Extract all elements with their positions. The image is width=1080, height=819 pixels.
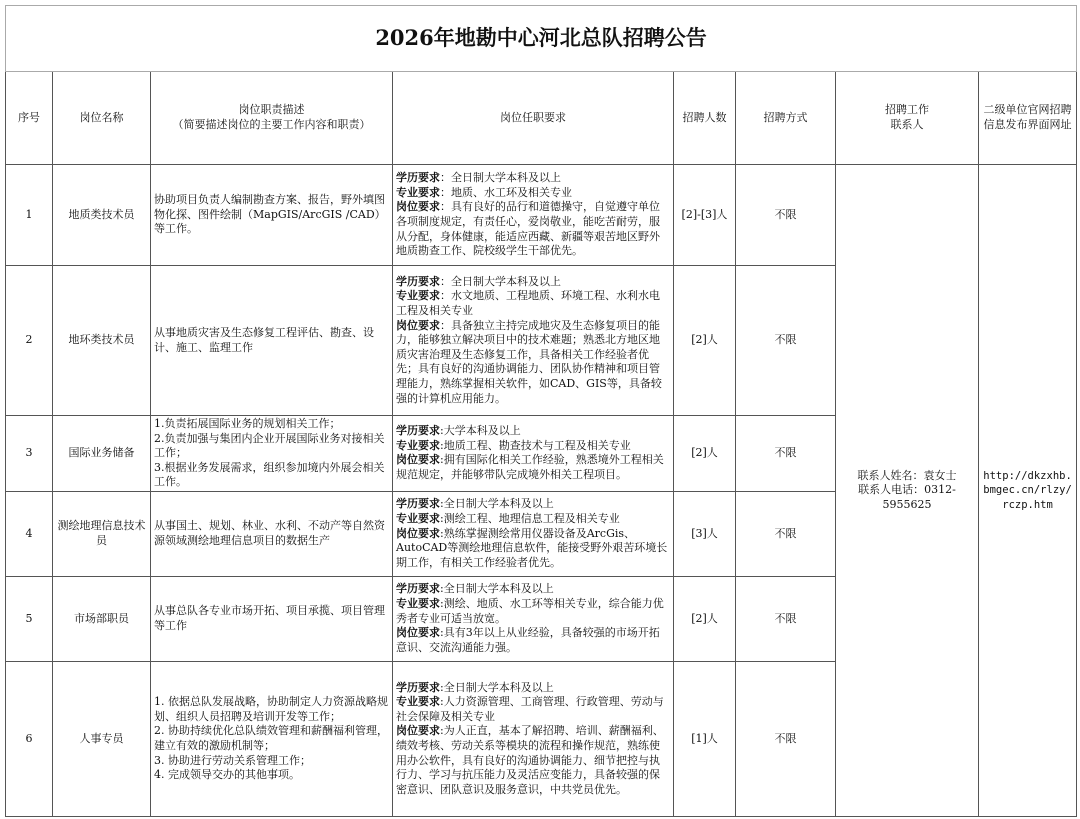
description-line: 从事国土、规划、林业、水利、不动产等自然资源领域测绘地理信息项目的数据生产 xyxy=(154,519,385,547)
hire-method: 不限 xyxy=(736,266,836,416)
contact-name: 联系人姓名：袁女士 xyxy=(857,468,957,482)
requirement-text: :熟练掌握测绘常用仪器设备及ArcGis、AutoCAD等测绘地理信息软件，能接受野外艰苦环境长期工作，有相关工作经验者优先。 xyxy=(396,526,668,569)
contact-cell xyxy=(836,165,979,817)
requirement-label: 专业要求 xyxy=(396,512,440,526)
requirement-text: ：全日制大学本科及以上 xyxy=(440,274,561,288)
description-line: 从事地质灾害及生态修复工程评估、勘查、设计、施工、监理工作 xyxy=(154,325,374,354)
table-row xyxy=(6,165,1077,266)
requirement-line xyxy=(396,289,670,318)
row-number: 4 xyxy=(6,491,53,576)
requirement-text: ：全日制大学本科及以上 xyxy=(440,171,561,185)
header-method: 招聘方式 xyxy=(736,72,836,165)
requirement-text: :拥有国际化相关工作经验，熟悉境外工程相关规范规定，并能够带队完成境外相关工程项目。 xyxy=(396,453,664,482)
requirement-text: :大学本科及以上 xyxy=(440,424,521,438)
hire-method: 不限 xyxy=(736,576,836,661)
requirement-line xyxy=(396,200,670,258)
hire-count: [2]-[3]人 xyxy=(674,165,736,266)
position-name: 测绘地理信息技术员 xyxy=(53,491,151,576)
requirement-text: :全日制大学本科及以上 xyxy=(440,582,554,596)
header-url: 二级单位官网招聘信息发布界面网址 xyxy=(979,72,1077,165)
position-name: 人事专员 xyxy=(53,661,151,816)
contact-phone: 联系人电话：0312-5955625 xyxy=(858,483,956,511)
requirement-label: 专业要求 xyxy=(396,695,440,709)
requirement-label: 学历要求 xyxy=(396,680,440,694)
hire-count: [1]人 xyxy=(674,661,736,816)
header-description xyxy=(151,72,393,165)
header-desc-sub: （简要描述岗位的主要工作内容和职责） xyxy=(172,118,371,131)
description-line: 1.负责拓展国际业务的规划相关工作； xyxy=(154,417,341,430)
requirement-label: 专业要求 xyxy=(396,289,440,303)
requirement-text: :测绘工程、地理信息工程及相关专业 xyxy=(440,512,620,526)
description-line: 3.根据业务发展需求，组织参加境内外展会相关工作。 xyxy=(154,460,385,489)
requirement-line xyxy=(396,319,670,407)
requirement-label: 岗位要求 xyxy=(396,724,440,738)
recruitment-table xyxy=(5,5,1077,817)
requirement-label: 专业要求 xyxy=(396,185,440,199)
position-description xyxy=(151,661,393,816)
row-number: 5 xyxy=(6,576,53,661)
requirement-label: 学历要求 xyxy=(396,497,440,511)
position-requirements xyxy=(393,165,674,266)
recruitment-url-link[interactable]: http://dkzxhb.bmgec.cn/rlzy/rczp.htm xyxy=(979,165,1077,817)
requirement-line xyxy=(396,582,670,597)
position-description xyxy=(151,266,393,416)
description-line: 4. 完成领导交办的其他事项。 xyxy=(154,768,300,782)
position-name: 地质类技术员 xyxy=(53,165,151,266)
requirement-label: 学历要求 xyxy=(396,171,440,185)
position-requirements xyxy=(393,491,674,576)
requirement-label: 岗位要求 xyxy=(396,626,440,640)
row-number: 1 xyxy=(6,165,53,266)
requirement-line xyxy=(396,171,670,186)
requirement-text: :地质工程、勘查技术与工程及相关专业 xyxy=(440,438,631,452)
position-requirements xyxy=(393,661,674,816)
position-requirements xyxy=(393,416,674,492)
requirement-text: ：具备独立主持完成地灾及生态修复项目的能力，能够独立解决项目中的技术难题；熟悉北方地区地质灾害治理及生态修复工作，具备相关工作经验者优先；具有良好的沟通协调能力、团队协作精神和项目管理能力，熟练掌握相关软件，如CAD、GIS等，具备较强的计算机应用能力。 xyxy=(396,318,662,405)
requirement-label: 岗位要求 xyxy=(396,453,440,467)
requirement-label: 岗位要求 xyxy=(396,200,440,214)
hire-method: 不限 xyxy=(736,661,836,816)
requirement-line xyxy=(396,275,670,290)
position-name: 国际业务储备 xyxy=(53,416,151,492)
page-title: 2026年地勘中心河北总队招聘公告 xyxy=(6,6,1077,72)
requirement-text: ：具有良好的品行和道德操守，自觉遵守单位各项制度规定，有责任心，爱岗敬业，能吃苦耐劳，服从分配，身体健康，能适应西藏、新疆等艰苦地区野外地质勘查工作、院校级学生干部优先。 xyxy=(396,200,660,258)
requirement-label: 专业要求 xyxy=(396,597,440,611)
position-requirements xyxy=(393,576,674,661)
header-position: 岗位名称 xyxy=(53,72,151,165)
requirement-line xyxy=(396,724,670,797)
position-description xyxy=(151,576,393,661)
requirement-text: ：水文地质、工程地质、环境工程、水利水电工程及相关专业 xyxy=(396,289,660,318)
requirement-line xyxy=(396,626,670,655)
requirement-line xyxy=(396,424,670,439)
row-number: 6 xyxy=(6,661,53,816)
header-count: 招聘人数 xyxy=(674,72,736,165)
requirement-line xyxy=(396,439,670,454)
position-name: 地环类技术员 xyxy=(53,266,151,416)
hire-method: 不限 xyxy=(736,165,836,266)
header-contact xyxy=(836,72,979,165)
position-description xyxy=(151,165,393,266)
header-row xyxy=(6,72,1077,165)
requirement-label: 岗位要求 xyxy=(396,318,440,332)
hire-count: [2]人 xyxy=(674,576,736,661)
requirement-line xyxy=(396,453,670,482)
requirement-label: 学历要求 xyxy=(396,582,440,596)
position-requirements xyxy=(393,266,674,416)
requirement-line xyxy=(396,527,670,571)
requirement-text: :测绘、地质、水工环等相关专业，综合能力优秀者专业可适当放宽。 xyxy=(396,597,664,625)
requirement-line xyxy=(396,497,670,512)
header-contact-l1: 招聘工作 xyxy=(885,103,929,117)
header-requirements: 岗位任职要求 xyxy=(393,72,674,165)
requirement-label: 专业要求 xyxy=(396,438,440,452)
hire-method: 不限 xyxy=(736,491,836,576)
position-description xyxy=(151,416,393,492)
requirement-line xyxy=(396,186,670,201)
requirement-text: :全日制大学本科及以上 xyxy=(440,497,554,511)
requirement-label: 岗位要求 xyxy=(396,526,440,540)
requirement-text: :为人正直，基本了解招聘、培训、薪酬福利、绩效考核、劳动关系等模块的流程和操作规范，熟练使用办公软件，具有良好的沟通协调能力、细节把控与执行力、学习与抗压能力及灵活应变能力，具备较强的保密意识、团队意识及服务意识，中共党员优先。 xyxy=(396,724,664,796)
position-description xyxy=(151,491,393,576)
requirement-line xyxy=(396,681,670,696)
header-desc-title: 岗位职责描述 xyxy=(238,103,305,117)
description-line: 2. 协助持续优化总队绩效管理和薪酬福利管理，建立有效的激励机制等； xyxy=(154,724,388,752)
requirement-text: ：地质、水工环及相关专业 xyxy=(440,185,572,199)
description-line: 2.负责加强与集团内企业开展国际业务对接相关工作； xyxy=(154,431,385,460)
description-line: 协助项目负责人编制勘查方案、报告，野外填图物化探、图件绘制（MapGIS/ArcGIS /CAD）等工作。 xyxy=(154,193,386,236)
header-no: 序号 xyxy=(6,72,53,165)
requirement-line xyxy=(396,597,670,626)
requirement-text: :人力资源管理、工商管理、行政管理、劳动与社会保障及相关专业 xyxy=(396,695,664,723)
hire-count: [2]人 xyxy=(674,266,736,416)
hire-count: [2]人 xyxy=(674,416,736,492)
requirement-text: :具有3年以上从业经验，具备较强的市场开拓意识、交流沟通能力强。 xyxy=(396,626,660,654)
row-number: 2 xyxy=(6,266,53,416)
description-line: 3. 协助进行劳动关系管理工作； xyxy=(154,753,311,767)
description-line: 1. 依据总队发展战略，协助制定人力资源战略规划、组织人员招聘及培训开发等工作； xyxy=(154,695,388,723)
description-line: 从事总队各专业市场开拓、项目承揽、项目管理等工作 xyxy=(154,604,385,632)
requirement-label: 学历要求 xyxy=(396,274,440,288)
hire-count: [3]人 xyxy=(674,491,736,576)
position-name: 市场部职员 xyxy=(53,576,151,661)
row-number: 3 xyxy=(6,416,53,492)
hire-method: 不限 xyxy=(736,416,836,492)
header-contact-l2: 联系人 xyxy=(890,118,924,131)
requirement-text: :全日制大学本科及以上 xyxy=(440,680,554,694)
requirement-line xyxy=(396,695,670,724)
requirement-label: 学历要求 xyxy=(396,424,440,438)
requirement-line xyxy=(396,512,670,527)
